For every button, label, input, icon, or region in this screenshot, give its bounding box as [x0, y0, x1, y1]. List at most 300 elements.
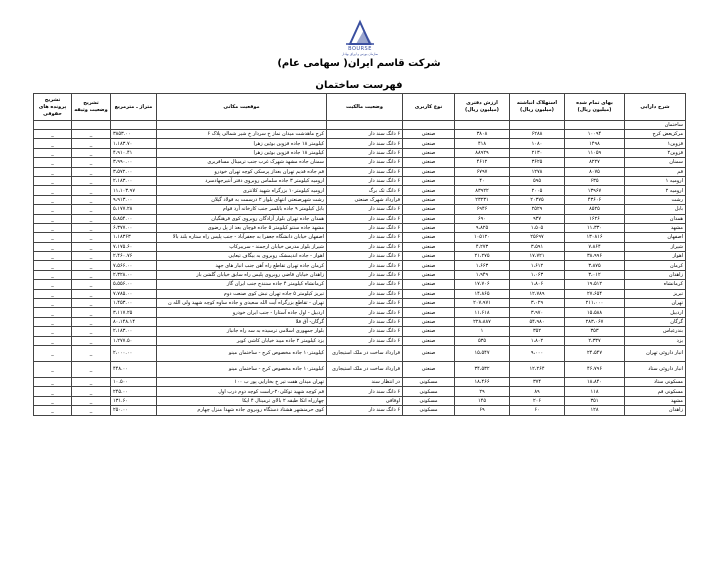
section-label: ساختمان [625, 121, 686, 130]
row-asset-name: قزوین۲ [625, 148, 686, 157]
row-cost: ۱۳۹۶۷ [565, 186, 625, 195]
row-depreciation: ۱،۶۱۲ [510, 261, 565, 270]
row-depreciation: ۱،۰۶۳ [510, 270, 565, 279]
row-location: سمنان جاده مشهد شهرک غرب جنب ترمینال مسافربری [157, 158, 327, 167]
table-row [34, 223, 686, 232]
row-ownership: ۶ دانگ سند دار [327, 387, 403, 396]
row-legal: _ [34, 387, 72, 396]
row-collateral: _ [72, 345, 111, 361]
row-area: ۷،۱۷۵.۶۰ [111, 242, 157, 251]
row-legal: _ [34, 233, 72, 242]
row-ownership: ۶ دانگ سند دار [327, 317, 403, 326]
row-ownership: ۶ دانگ سند دار [327, 299, 403, 308]
row-legal: _ [34, 396, 72, 405]
row-depreciation: ۸۹ [510, 387, 565, 396]
row-location: تبریز کیلومتر ۵ جاده تهران نبش کوی صنعت دوم [157, 289, 327, 298]
row-collateral: _ [72, 406, 111, 415]
row-asset-name: تهران [625, 299, 686, 308]
row-legal: _ [34, 139, 72, 148]
row-asset-name: زاهدان [625, 270, 686, 279]
row-depreciation: ۹،۰۰۰ [510, 345, 565, 361]
row-legal: _ [34, 261, 72, 270]
row-ownership: ۶ دانگ سند دار [327, 280, 403, 289]
row-book-value: ۱۵،۵۴۷ [455, 345, 510, 361]
row-depreciation: ۱۲،۲۶۴ [510, 361, 565, 377]
row-location: کیلومتر ۱۸ جاده قزوین بوئین زهرا [157, 148, 327, 157]
row-cost: ۱۴۹۸ [565, 139, 625, 148]
row-book-value: ۳۴،۵۳۲ [455, 361, 510, 377]
table-row [34, 130, 686, 139]
row-collateral: _ [72, 186, 111, 195]
row-location: گرگان- آق قلا [157, 317, 327, 326]
row-collateral: _ [72, 308, 111, 317]
row-area: ۱،۲۷۷.۵۰ [111, 336, 157, 345]
row-cost: ۱۵،۵۸۸ [565, 308, 625, 317]
row-asset-name: همدان [625, 214, 686, 223]
row-collateral: _ [72, 387, 111, 396]
row-usage: صنعتی [403, 205, 455, 214]
row-legal: _ [34, 205, 72, 214]
row-ownership: ۶ دانگ سند دار [327, 252, 403, 261]
row-legal: _ [34, 406, 72, 415]
row-asset-name: اهواز [625, 252, 686, 261]
row-depreciation: ۱۰۸۰ [510, 139, 565, 148]
row-cost: ۳۵۱ [565, 396, 625, 405]
col-header-location: موقعیت مکانی [157, 94, 327, 121]
row-location: اردبیل - اول جاده آستارا - جنب ایران خودرو [157, 308, 327, 317]
table-row [34, 280, 686, 289]
row-legal: _ [34, 130, 72, 139]
row-depreciation: ۲۱۳۰ [510, 148, 565, 157]
row-usage: مسکونی [403, 406, 455, 415]
table-row [34, 205, 686, 214]
row-cost: ۱۰۰۹۴ [565, 130, 625, 139]
table-row [34, 336, 686, 345]
table-row [34, 327, 686, 336]
col-header-area: متراژ ـ مترمربع [111, 94, 157, 121]
company-title: شرکت قاسم ایران( سهامی عام) [277, 58, 441, 69]
row-ownership: ۶ دانگ سند دار [327, 223, 403, 232]
row-usage: صنعتی [403, 270, 455, 279]
row-usage: صنعتی [403, 280, 455, 289]
table-header-row [34, 94, 686, 121]
row-asset-name: سمنان [625, 158, 686, 167]
row-cost: ۳،۸۷۵ [565, 261, 625, 270]
table-row [34, 148, 686, 157]
row-usage: صنعتی [403, 327, 455, 336]
row-usage: صنعتی [403, 176, 455, 185]
row-book-value: ۵۳۵ [455, 336, 510, 345]
row-ownership: ۶ دانگ سند دار [327, 139, 403, 148]
row-asset-name: زاهدان [625, 406, 686, 415]
row-location: رشت شهرصنعتی انتهای بلوار ۲ درسمت به فولاد گیلان [157, 195, 327, 204]
row-cost: ۱۸،۸۴۰ [565, 377, 625, 386]
col-header-legal: تشریح پرونده های حقوقی [34, 94, 72, 121]
row-collateral: _ [72, 242, 111, 251]
row-location: مشهد جاده سنتو کیلومتر ۵ جاده قوچان بعد از پل رضوی [157, 223, 327, 232]
logo-text: BOURSE [348, 46, 372, 52]
row-book-value: ۱ [455, 327, 510, 336]
row-area: ۵،۸۵۴.۰۰ [111, 214, 157, 223]
row-asset-name: یزد [625, 336, 686, 345]
row-book-value: ۸۸۹۲۹ [455, 148, 510, 157]
row-book-value: ۱۴،۸۶۵ [455, 289, 510, 298]
row-depreciation: ۳،۹۷۰ [510, 308, 565, 317]
row-location: کرمانشاه کیلومتر ۴ جاده سنندج جنب ایران گاز [157, 280, 327, 289]
row-book-value: ۶۹۴۶ [455, 205, 510, 214]
row-collateral: _ [72, 195, 111, 204]
table-row [34, 139, 686, 148]
bourse-logo [334, 18, 386, 54]
row-asset-name: ارومیه ۱ [625, 176, 686, 185]
row-book-value: ۳۸۰۸ [455, 130, 510, 139]
row-cost: ۲۴،۵۴۷ [565, 345, 625, 361]
row-ownership: ۶ دانگ سند دار [327, 148, 403, 157]
row-legal: _ [34, 377, 72, 386]
table-row [34, 361, 686, 377]
row-book-value: ۲۱،۲۷۵ [455, 252, 510, 261]
row-collateral: _ [72, 205, 111, 214]
row-usage: صنعتی [403, 317, 455, 326]
section-row [34, 121, 686, 130]
row-book-value: ۴۰ [455, 176, 510, 185]
row-usage: صنعتی [403, 299, 455, 308]
row-depreciation: ۳۶۲۵ [510, 158, 565, 167]
row-cost: ۱۱۰۵۹ [565, 148, 625, 157]
row-cost: ۱۱،۳۳۰ [565, 223, 625, 232]
table-row [34, 289, 686, 298]
table-row [34, 176, 686, 185]
row-cost: ۳۸،۹۹۶ [565, 252, 625, 261]
row-area: ۹،۹۱۳.۰۰ [111, 195, 157, 204]
row-depreciation: ۱،۸۰۲ [510, 336, 565, 345]
row-usage: صنعتی [403, 148, 455, 157]
row-usage: مسکونی [403, 396, 455, 405]
row-area: ۴،۹۱۰.۴۱ [111, 148, 157, 157]
row-area: ۱،۴۵۳.۰۰ [111, 299, 157, 308]
row-area: ۱،۱۸۳۶۳ [111, 233, 157, 242]
row-area: ۳،۹۹۰.۰۰ [111, 158, 157, 167]
row-depreciation: ۱۷،۷۲۱ [510, 252, 565, 261]
row-legal: _ [34, 327, 72, 336]
row-asset-name: بابل [625, 205, 686, 214]
row-cost: ۷،۸۶۴ [565, 242, 625, 251]
bourse-logo-icon [334, 18, 386, 46]
row-area: ۳،۱۱۷.۲۵ [111, 308, 157, 317]
row-collateral: _ [72, 223, 111, 232]
row-location: چهارراه اتکا طبقه ۲ بالای ترمینال ۴ ایکا [157, 396, 327, 405]
row-asset-name: تبریز [625, 289, 686, 298]
row-location: کوی حرمنشهر هشتاد دستگاه روبروی جاده شهدا منزل چهارم [157, 406, 327, 415]
table-row [34, 186, 686, 195]
row-area: ۳۸۵۳.۰۰ [111, 130, 157, 139]
row-cost: ۲۱۱،۰۰۰ [565, 299, 625, 308]
row-book-value: ۴،۲۷۳ [455, 242, 510, 251]
table-row [34, 299, 686, 308]
row-legal: _ [34, 308, 72, 317]
logo-subtext: سازمان بورس و اوراق بهادار [341, 52, 378, 56]
row-ownership: قرارداد ساخت در ملک استیجاری [327, 361, 403, 377]
row-area: ۲۵۰.۰۰ [111, 406, 157, 415]
row-usage: صنعتی [403, 223, 455, 232]
row-cost: ۱۲۸ [565, 406, 625, 415]
row-asset-name: شیراز [625, 242, 686, 251]
row-ownership: ۶ دانگ سند دار [327, 327, 403, 336]
row-cost: ۸۲۲۷ [565, 158, 625, 167]
row-depreciation: ۵۹۵ [510, 176, 565, 185]
table-row [34, 387, 686, 396]
row-ownership: ۶ دانگ سند دار [327, 205, 403, 214]
row-asset-name: بندرعباس [625, 327, 686, 336]
row-book-value: ۲۲۸،۸۸۷ [455, 317, 510, 326]
row-book-value: ۸۳۹۲۲ [455, 186, 510, 195]
row-collateral: _ [72, 299, 111, 308]
row-location: بلوار جمهوری اسلامی ترسیده به سه راه جانباز [157, 327, 327, 336]
row-ownership: ۶ دانگ سند دار [327, 261, 403, 270]
table-row [34, 195, 686, 204]
row-book-value: ۲۰۷،۹۷۱ [455, 299, 510, 308]
page-subtitle: فهرست ساختمان [315, 80, 403, 91]
row-depreciation: ۱،۵۰۵ [510, 223, 565, 232]
row-asset-name: اصفهان [625, 233, 686, 242]
row-cost: ۲۷،۶۵۴ [565, 289, 625, 298]
row-area: ۲،۳۲۸.۰۰ [111, 270, 157, 279]
row-usage: صنعتی [403, 345, 455, 361]
row-legal: _ [34, 289, 72, 298]
row-legal: _ [34, 299, 72, 308]
row-asset-name: کرمانشاه [625, 280, 686, 289]
row-legal: _ [34, 195, 72, 204]
row-book-value: ۱۴۵ [455, 396, 510, 405]
row-book-value: ۹،۸۲۵ [455, 223, 510, 232]
row-area: ۳،۵۷۲.۰۰ [111, 167, 157, 176]
row-ownership: ۶ دانگ سند دار [327, 214, 403, 223]
table-row [34, 261, 686, 270]
row-location: کرمان جاده تهران تقاطع راه آهن جنب انبار های جهد [157, 261, 327, 270]
row-depreciation: ۲۰۶ [510, 396, 565, 405]
row-cost: ۱۱۸ [565, 387, 625, 396]
row-legal: _ [34, 345, 72, 361]
table-row [34, 242, 686, 251]
row-legal: _ [34, 167, 72, 176]
row-asset-name: رشت [625, 195, 686, 204]
row-collateral: _ [72, 158, 111, 167]
row-legal: _ [34, 336, 72, 345]
row-location: اهواز - جاده اندیمشک روبروی به بیگاف تیعایی [157, 252, 327, 261]
row-book-value: ۱،۶۶۳ [455, 261, 510, 270]
row-area: ۱۳۱.۶۰ [111, 396, 157, 405]
row-collateral: _ [72, 377, 111, 386]
row-cost: ۲۸۳،۰۶۷ [565, 317, 625, 326]
row-legal: _ [34, 280, 72, 289]
row-depreciation: ۵۴،۹۸۰ [510, 317, 565, 326]
row-collateral: _ [72, 130, 111, 139]
row-collateral: _ [72, 280, 111, 289]
row-asset-name: کرمان [625, 261, 686, 270]
row-depreciation: ۲۵۶۹۷ [510, 233, 565, 242]
row-usage: مسکونی [403, 377, 455, 386]
row-usage: مسکونی [403, 387, 455, 396]
row-collateral: _ [72, 317, 111, 326]
row-asset-name: قم [625, 167, 686, 176]
row-area: ۲،۱۸۳.۰۰ [111, 176, 157, 185]
row-cost: ۴۳۶۰۶ [565, 195, 625, 204]
table-row [34, 158, 686, 167]
row-asset-name: ارومیه ۲ [625, 186, 686, 195]
row-location: اصفهان خیابان دانشگاه جعفرا به جعفرآباد - جنب پلیس راه ستاره بلند بالا [157, 233, 327, 242]
row-legal: _ [34, 223, 72, 232]
row-asset-name: انبار داروئی ستاد [625, 361, 686, 377]
col-header-ownership: وضعیت مالکیت [327, 94, 403, 121]
row-ownership: ۶ دانگ سند دار [327, 130, 403, 139]
row-ownership: ۶ دانگ سند دار [327, 308, 403, 317]
row-depreciation: ۳۵۲ [510, 327, 565, 336]
row-ownership: ۶ دانگ تک برگ [327, 186, 403, 195]
row-ownership: در انتظار سند [327, 377, 403, 386]
row-ownership: ۶ دانگ سند دار [327, 242, 403, 251]
row-book-value: ۶۷۹۷ [455, 167, 510, 176]
row-legal: _ [34, 361, 72, 377]
table-row [34, 233, 686, 242]
row-depreciation: ۲۰۰۵ [510, 186, 565, 195]
row-usage: صنعتی [403, 186, 455, 195]
table-row [34, 377, 686, 386]
row-ownership: ۶ دانگ سند دار [327, 289, 403, 298]
row-location: شیراز بلوار مدرس خیابان ارجمند - سریبرکاپ [157, 242, 327, 251]
row-book-value: ۶۹۰ [455, 214, 510, 223]
table-row [34, 252, 686, 261]
row-asset-name: مشهد [625, 223, 686, 232]
row-depreciation: ۱،۸۰۶ [510, 280, 565, 289]
row-depreciation: ۶۲۸۸ [510, 130, 565, 139]
row-legal: _ [34, 214, 72, 223]
row-depreciation: ۳۷۴ [510, 377, 565, 386]
row-cost: ۳،۰۱۲ [565, 270, 625, 279]
row-location: کیلومتر ۱۸ جاده قزوین بوئین زهرا [157, 139, 327, 148]
row-book-value: ۴۶۱۲ [455, 158, 510, 167]
row-location: ارومیه کیلومتر۱۰ بزرگراه شهید کلانتری [157, 186, 327, 195]
col-header-depreciation: استهلاک انباشته (میلیون ریال) [510, 94, 565, 121]
row-area: ۱۰.۵۰۰ [111, 377, 157, 386]
row-location: بابل کیلومتر ۹ جاده بابلسر جنب کارخانه آرد قوام [157, 205, 327, 214]
row-cost: ۱۹،۵۱۲ [565, 280, 625, 289]
row-usage: صنعتی [403, 167, 455, 176]
row-location: قم کوچه شهید توکلی۲۰-راست کوچه دوم درب اول [157, 387, 327, 396]
row-cost: ۳۵۳ [565, 327, 625, 336]
row-book-value: ۱۰۵۱۲۰ [455, 233, 510, 242]
row-location: همدان جاده تهران بلوار آزادگان روبروی کوی فرهنگیان [157, 214, 327, 223]
row-area: ۶،۳۷۷.۰۰ [111, 223, 157, 232]
row-depreciation: ۶۰ [510, 406, 565, 415]
row-usage: صنعتی [403, 289, 455, 298]
row-collateral: _ [72, 336, 111, 345]
row-usage: صنعتی [403, 361, 455, 377]
row-collateral: _ [72, 261, 111, 270]
row-legal: _ [34, 270, 72, 279]
row-legal: _ [34, 158, 72, 167]
building-list-table [33, 93, 686, 416]
row-ownership: ۶ دانگ سند دار [327, 176, 403, 185]
row-location: کیلومتر۱۰ جاده مخصوص کرج - ساختمان مینو [157, 361, 327, 377]
row-ownership: اوقافی [327, 396, 403, 405]
table-row [34, 270, 686, 279]
row-cost: ۱۶۲۶ [565, 214, 625, 223]
row-location: تهران - تقاطع بزرگراه آیت الله سعیدی و جاده ساوه کوچه شهید ولی الله ن [157, 299, 327, 308]
row-ownership: ۶ دانگ سند دار [327, 336, 403, 345]
col-header-asset: شرح دارایی [625, 94, 686, 121]
row-usage: صنعتی [403, 139, 455, 148]
row-book-value: ۱۷،۷۰۶ [455, 280, 510, 289]
row-depreciation: ۲۵۲۹ [510, 205, 565, 214]
row-usage: صنعتی [403, 336, 455, 345]
row-usage: صنعتی [403, 261, 455, 270]
table-row [34, 396, 686, 405]
row-cost: ۱۳۰۸۱۶ [565, 233, 625, 242]
row-legal: _ [34, 148, 72, 157]
row-area: ۱۱،۱۰۳.۹۷ [111, 186, 157, 195]
row-legal: _ [34, 186, 72, 195]
row-location: زاهدان خیابان قاضی روبروی پلیس راه سابق خیابان گلشن باز [157, 270, 327, 279]
row-ownership: ۶ دانگ سند دار [327, 406, 403, 415]
row-book-value: ۴۱۸ [455, 139, 510, 148]
row-usage: صنعتی [403, 214, 455, 223]
row-legal: _ [34, 317, 72, 326]
row-book-value: ۶۹ [455, 406, 510, 415]
row-book-value: ۲۳۲۳۱ [455, 195, 510, 204]
row-collateral: _ [72, 270, 111, 279]
row-ownership: قرارداد ساخت در ملک استیجاری [327, 345, 403, 361]
row-usage: صنعتی [403, 242, 455, 251]
row-depreciation: ۹۳۷ [510, 214, 565, 223]
row-ownership: ۶ دانگ سند دار [327, 233, 403, 242]
row-collateral: _ [72, 252, 111, 261]
row-area: ۵،۱۷۷.۲۸ [111, 205, 157, 214]
row-asset-name: مسکونی ستاد [625, 377, 686, 386]
row-cost: ۲،۳۳۷ [565, 336, 625, 345]
row-asset-name: اردبیل [625, 308, 686, 317]
row-area: ۷،۷۸۵.۰۰ [111, 289, 157, 298]
row-depreciation: ۳،۰۲۹ [510, 299, 565, 308]
row-location: کرج ماهدشت میدان نماز خ سردار خ شیر شمالی پلاک ۶ [157, 130, 327, 139]
row-collateral: _ [72, 167, 111, 176]
row-legal: _ [34, 252, 72, 261]
table-row [34, 406, 686, 415]
row-book-value: ۱۸،۴۶۶ [455, 377, 510, 386]
row-usage: صنعتی [403, 158, 455, 167]
row-usage: صنعتی [403, 233, 455, 242]
row-location: ارومیه کیلومتر ۳ جاده سلماس روبروی دفتر آنتیرجهادسرد [157, 176, 327, 185]
row-depreciation: ۲۰۳۷۵ [510, 195, 565, 204]
row-collateral: _ [72, 233, 111, 242]
row-collateral: _ [72, 361, 111, 377]
row-asset-name: مشهد [625, 396, 686, 405]
row-legal: _ [34, 242, 72, 251]
row-area: ۲،۰۰۰.۰۰ [111, 345, 157, 361]
row-book-value: ۲۹ [455, 387, 510, 396]
table-row [34, 308, 686, 317]
row-area: ۵،۵۵۶.۰۰ [111, 280, 157, 289]
row-collateral: _ [72, 289, 111, 298]
row-asset-name: قزوین۱ [625, 139, 686, 148]
row-asset-name: انبار داروئی تهران [625, 345, 686, 361]
col-header-collateral: تشریح وضعیت وثیقه [72, 94, 111, 121]
row-cost: ۸۵۲۵ [565, 205, 625, 214]
row-usage: صنعتی [403, 130, 455, 139]
row-asset-name: مرکزیعض کرج [625, 130, 686, 139]
row-asset-name: مسکونی قم [625, 387, 686, 396]
col-header-book-value: ارزش دفتری (میلیون ریال) [455, 94, 510, 121]
row-ownership: قرارداد شهرک صنعتی [327, 195, 403, 204]
